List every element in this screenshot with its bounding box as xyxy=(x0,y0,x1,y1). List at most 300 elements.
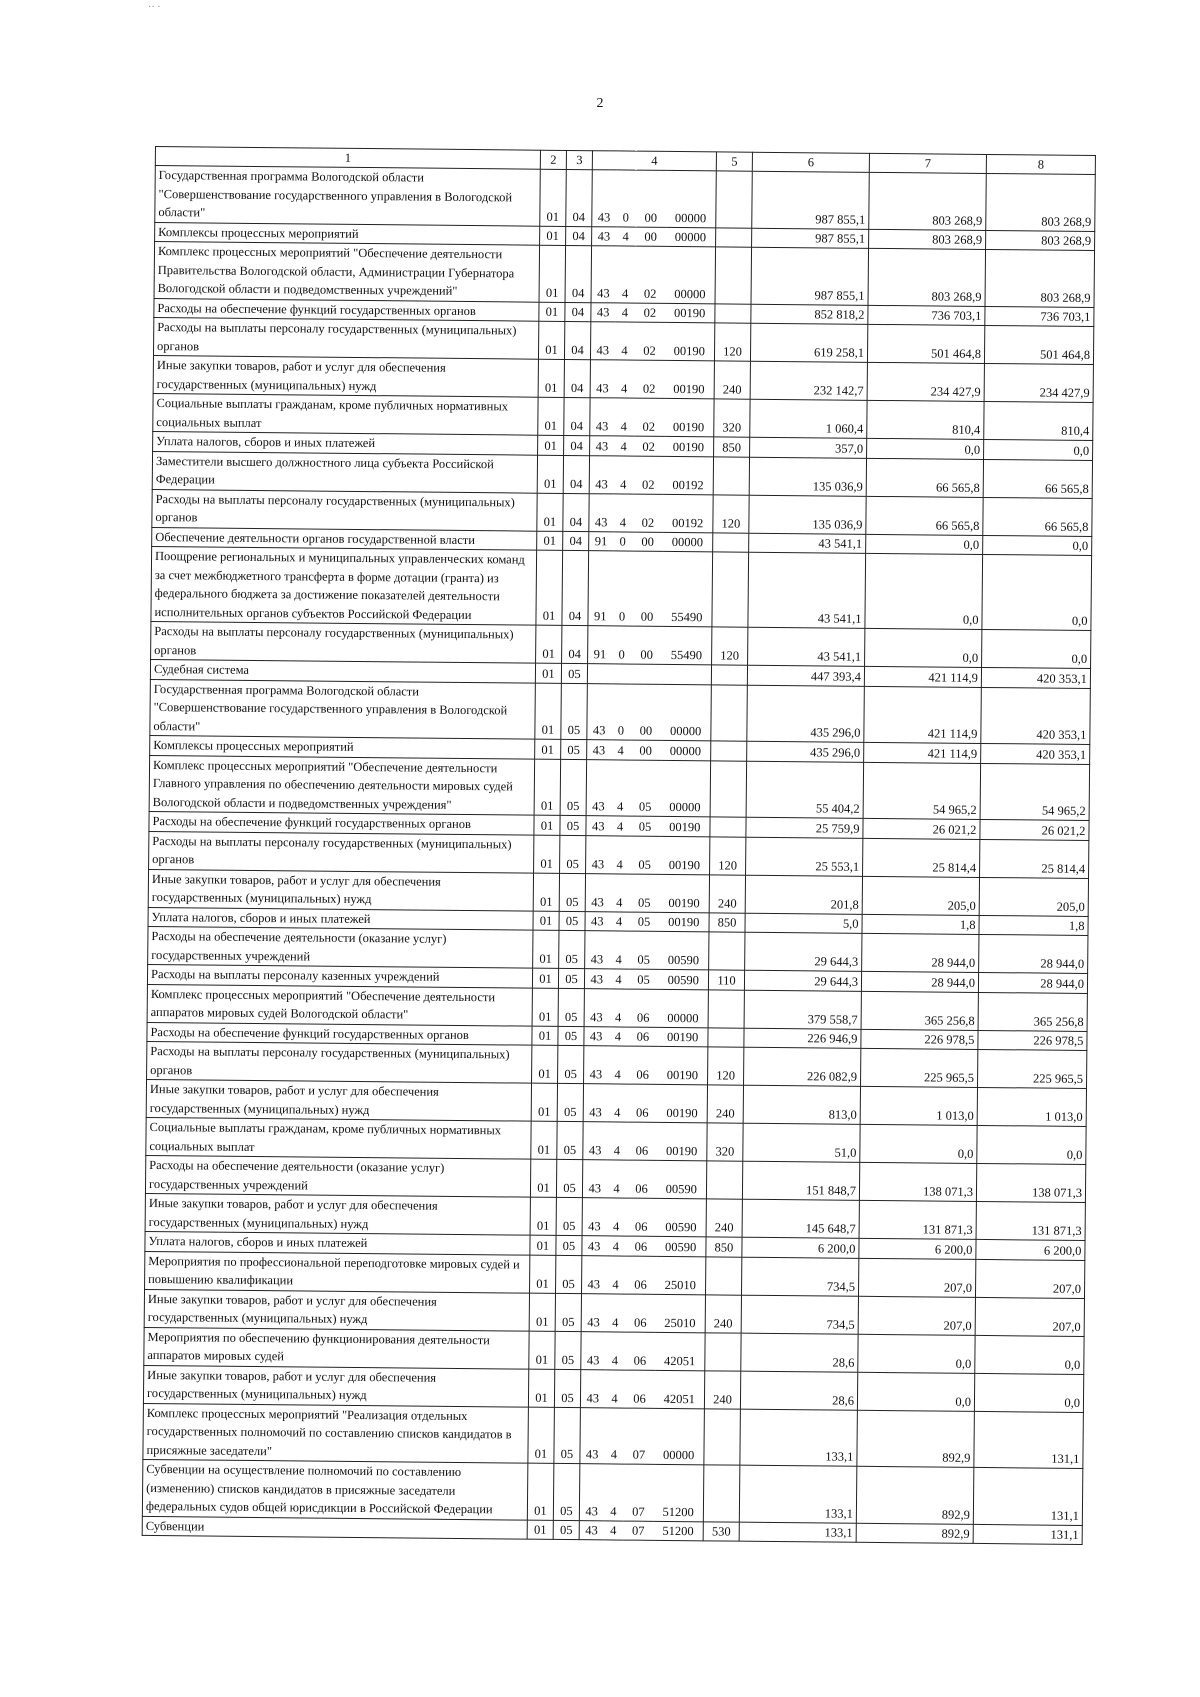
cell-c2: 01 xyxy=(534,815,560,835)
cell-d: 06 xyxy=(626,1256,656,1294)
cell-c3: 05 xyxy=(561,683,588,740)
cell-a: 43 xyxy=(586,835,610,873)
cell-c5 xyxy=(706,1256,742,1294)
cell-c5 xyxy=(713,456,749,494)
cell-a: 43 xyxy=(591,302,615,322)
cell-e: 00000 xyxy=(654,1408,705,1465)
cell-a xyxy=(587,664,611,684)
cell-a: 43 xyxy=(590,322,614,360)
cell-c6: 135 036,9 xyxy=(749,495,866,534)
cell-c5 xyxy=(708,1027,744,1047)
cell-c5: 240 xyxy=(704,1370,740,1408)
cell-c8: 28 944,0 xyxy=(978,972,1087,993)
cell-c7: 6 200,0 xyxy=(859,1238,976,1259)
cell-b: 4 xyxy=(614,322,634,360)
cell-c5: 120 xyxy=(710,836,746,874)
cell-e: 00000 xyxy=(661,684,712,741)
cell-c7: 28 944,0 xyxy=(862,933,979,972)
cell-a: 43 xyxy=(581,1293,605,1331)
cell-e: 00000 xyxy=(660,760,711,817)
cell-c2: 01 xyxy=(530,1159,556,1197)
budget-table-wrapper xyxy=(142,146,1095,1545)
cell-c8: 26 021,2 xyxy=(980,819,1089,840)
cell-name: Иные закупки товаров, работ и услуг для обеспечения государственных (муниципальных) нужд xyxy=(145,1193,530,1235)
cell-b: 4 xyxy=(608,969,628,989)
cell-name: Уплата налогов, сборов и иных платежей xyxy=(145,1231,530,1254)
cell-c5: 240 xyxy=(705,1294,741,1332)
cell-c3: 05 xyxy=(556,1159,582,1197)
cell-d: 05 xyxy=(630,816,660,836)
cell-name: Расходы на выплаты персоналу государственных (муниципальных) органов xyxy=(149,831,534,873)
cell-c3: 05 xyxy=(561,739,587,759)
cell-c6: 51,0 xyxy=(743,1123,860,1162)
cell-d: 07 xyxy=(623,1521,653,1541)
cell-c3: 05 xyxy=(559,873,585,911)
cell-e: 00000 xyxy=(666,227,716,247)
cell-name: Иные закупки товаров, работ и услуг для обеспечения государственных (муниципальных) нужд xyxy=(153,355,538,397)
cell-c5 xyxy=(706,1161,742,1199)
cell-c8: 138 071,3 xyxy=(976,1163,1085,1202)
cell-e: 00590 xyxy=(656,1160,706,1198)
cell-a: 43 xyxy=(583,1084,607,1122)
cell-c7: 421 114,9 xyxy=(864,666,981,687)
cell-name: Комплексы процессных мероприятий xyxy=(155,222,540,245)
cell-c6: 734,5 xyxy=(741,1295,858,1334)
cell-b: 4 xyxy=(608,988,628,1026)
cell-d: 00 xyxy=(631,740,661,760)
cell-d: 02 xyxy=(634,322,664,360)
cell-d: 07 xyxy=(624,1408,655,1465)
cell-c8: 131,1 xyxy=(974,1411,1084,1469)
cell-c5: 120 xyxy=(714,323,750,361)
cell-c5 xyxy=(716,227,752,247)
cell-c3: 05 xyxy=(558,968,584,988)
cell-c7: 0,0 xyxy=(860,1124,977,1163)
cell-c3: 05 xyxy=(560,815,586,835)
cell-c5: 240 xyxy=(707,1085,743,1123)
cell-c2: 01 xyxy=(537,493,563,531)
cell-c8: 131 871,3 xyxy=(976,1201,1085,1240)
cell-name: Расходы на выплаты персоналу казенных учреждений xyxy=(147,964,532,987)
cell-b: 4 xyxy=(604,1369,624,1407)
cell-e: 00190 xyxy=(660,816,710,836)
cell-d: 02 xyxy=(635,303,665,323)
cell-c7: 803 268,9 xyxy=(869,172,987,230)
cell-c6: 201,8 xyxy=(745,875,862,914)
cell-c6: 226 946,9 xyxy=(744,1028,861,1049)
cell-c8: 501 464,8 xyxy=(984,325,1093,364)
cell-c3: 05 xyxy=(553,1463,580,1520)
cell-d: 07 xyxy=(623,1464,654,1521)
cell-c5: 850 xyxy=(709,912,745,932)
cell-c2: 01 xyxy=(532,968,558,988)
cell-b: 4 xyxy=(606,1198,626,1236)
header-col-6: 6 xyxy=(752,152,869,172)
cell-c2: 01 xyxy=(535,683,562,740)
cell-c7: 1 013,0 xyxy=(860,1086,977,1125)
header-col-5: 5 xyxy=(716,152,752,171)
cell-a: 43 xyxy=(582,1255,606,1293)
cell-d: 06 xyxy=(626,1160,656,1198)
cell-d: 06 xyxy=(628,989,658,1027)
cell-c8: 0,0 xyxy=(975,1335,1084,1374)
cell-d: 05 xyxy=(628,969,658,989)
cell-c3: 05 xyxy=(559,930,585,968)
cell-c5 xyxy=(703,1465,740,1522)
cell-c3: 04 xyxy=(566,226,592,246)
cell-d: 00 xyxy=(632,626,662,664)
cell-b: 4 xyxy=(610,835,630,873)
cell-c3: 04 xyxy=(564,359,590,397)
cell-c8: 207,0 xyxy=(975,1297,1084,1336)
cell-e: 25010 xyxy=(656,1256,706,1294)
table-row xyxy=(150,679,1090,745)
cell-c3: 05 xyxy=(556,1197,582,1235)
cell-d: 06 xyxy=(626,1198,656,1236)
cell-e: 00192 xyxy=(663,456,713,494)
cell-b: 0 xyxy=(612,626,632,664)
cell-name: Расходы на выплаты персоналу государственных (муниципальных) органов xyxy=(153,317,538,359)
cell-c3: 04 xyxy=(562,550,589,625)
cell-c7: 131 871,3 xyxy=(859,1200,976,1239)
cell-c8: 25 814,4 xyxy=(980,839,1089,878)
cell-d: 00 xyxy=(632,551,663,626)
cell-a: 43 xyxy=(586,759,611,816)
cell-name: Заместители высшего должностного лица субъекта Российской Федерации xyxy=(152,451,537,493)
cell-a: 43 xyxy=(584,969,608,989)
cell-d: 02 xyxy=(635,246,666,303)
cell-e: 00190 xyxy=(657,1084,707,1122)
cell-c2: 01 xyxy=(538,359,564,397)
cell-c7: 421 114,9 xyxy=(864,742,981,763)
cell-c3: 05 xyxy=(556,1255,582,1293)
cell-name: Государственная программа Вологодской области "Совершенствование государственного управления в Вологодской области" xyxy=(150,679,536,739)
cell-b: 4 xyxy=(610,816,630,836)
cell-c5: 120 xyxy=(708,1047,744,1085)
cell-e: 00190 xyxy=(659,874,709,912)
cell-c3: 05 xyxy=(560,835,586,873)
cell-c2: 01 xyxy=(535,739,561,759)
cell-c6: 28,6 xyxy=(741,1333,858,1372)
cell-c3: 04 xyxy=(565,245,592,302)
cell-c8: 736 703,1 xyxy=(985,306,1094,327)
cell-c5: 850 xyxy=(714,437,750,457)
cell-c3: 04 xyxy=(562,625,588,663)
cell-c2: 01 xyxy=(540,169,567,226)
cell-name: Расходы на обеспечение деятельности (оказание услуг) государственных учреждений xyxy=(145,1155,530,1197)
cell-d: 02 xyxy=(633,456,663,494)
cell-c7: 803 268,9 xyxy=(868,248,986,306)
cell-c6: 29 644,3 xyxy=(744,970,861,991)
cell-d: 00 xyxy=(631,684,662,741)
cell-c6: 151 848,7 xyxy=(742,1161,859,1200)
cell-c3: 05 xyxy=(554,1369,580,1407)
cell-name: Комплекс процессных мероприятий "Обеспечение деятельности аппаратов мировых судей Вологодской области" xyxy=(147,984,532,1026)
cell-c3: 04 xyxy=(563,493,589,531)
cell-c7: 205,0 xyxy=(862,876,979,915)
cell-a: 43 xyxy=(580,1369,604,1407)
cell-c8: 0,0 xyxy=(982,629,1091,668)
cell-a: 43 xyxy=(591,246,616,303)
cell-name: Комплекс процессных мероприятий "Обеспечение деятельности Главного управления по обеспечению деятельности мировых судей Вологодской области и подведомственных учреждения" xyxy=(149,755,535,815)
cell-a: 43 xyxy=(585,873,609,911)
cell-e: 51200 xyxy=(653,1464,704,1521)
cell-c3: 04 xyxy=(564,397,590,435)
cell-c7: 892,9 xyxy=(856,1466,974,1524)
cell-c5 xyxy=(715,303,751,323)
cell-c8: 0,0 xyxy=(983,535,1092,556)
cell-c3: 05 xyxy=(561,663,587,683)
cell-e: 00190 xyxy=(658,1046,708,1084)
cell-c5: 320 xyxy=(714,399,750,437)
cell-c5 xyxy=(716,171,753,228)
cell-b: 4 xyxy=(609,873,629,911)
cell-b: 4 xyxy=(614,398,634,436)
cell-a: 43 xyxy=(585,911,609,931)
cell-d: 05 xyxy=(630,836,660,874)
cell-b: 4 xyxy=(611,740,631,760)
cell-c8: 803 268,9 xyxy=(986,230,1095,251)
cell-c8: 420 353,1 xyxy=(981,667,1090,688)
cell-name: Иные закупки товаров, работ и услуг для обеспечения государственных (муниципальных) нужд xyxy=(148,869,533,911)
cell-c6: 379 558,7 xyxy=(744,990,861,1029)
cell-b: 4 xyxy=(610,759,631,816)
cell-c7: 226 978,5 xyxy=(861,1029,978,1050)
cell-c6: 813,0 xyxy=(743,1085,860,1124)
cell-e: 51200 xyxy=(653,1521,703,1541)
cell-c5: 240 xyxy=(709,874,745,912)
cell-c7: 28 944,0 xyxy=(861,971,978,992)
header-col-4: 4 xyxy=(592,151,716,171)
cell-e: 00000 xyxy=(658,989,708,1027)
cell-e: 55490 xyxy=(662,626,712,664)
cell-c6: 226 082,9 xyxy=(744,1047,861,1086)
scan-mark: ·· · xyxy=(148,2,161,13)
cell-a: 43 xyxy=(586,816,610,836)
header-col-2: 2 xyxy=(540,150,566,169)
cell-a: 43 xyxy=(589,493,613,531)
cell-c3: 05 xyxy=(557,1083,583,1121)
cell-a: 91 xyxy=(589,531,613,551)
cell-c3: 05 xyxy=(558,1026,584,1046)
cell-c7: 66 565,8 xyxy=(866,496,983,535)
cell-name: Субвенции на осуществление полномочий по составлению (изменению) списков кандидатов в присяжные заседатели федеральных судов общей юрисдикции в Российской Федерации xyxy=(142,1459,528,1519)
cell-name: Иные закупки товаров, работ и услуг для обеспечения государственных (муниципальных) нужд xyxy=(146,1079,531,1121)
cell-c2: 01 xyxy=(538,321,564,359)
cell-e: 25010 xyxy=(655,1294,705,1332)
cell-c7: 0,0 xyxy=(867,438,984,459)
cell-c6: 1 060,4 xyxy=(750,399,867,438)
cell-a: 91 xyxy=(588,551,613,626)
cell-c3: 05 xyxy=(555,1293,581,1331)
cell-c5 xyxy=(711,665,747,685)
cell-c2: 01 xyxy=(537,531,563,551)
cell-c3: 05 xyxy=(554,1407,581,1464)
cell-c6: 987 855,1 xyxy=(752,228,869,249)
cell-c5: 240 xyxy=(706,1199,742,1237)
cell-e: 00190 xyxy=(657,1122,707,1160)
cell-c6: 435 296,0 xyxy=(747,685,865,743)
cell-a: 43 xyxy=(584,1046,608,1084)
cell-a: 43 xyxy=(592,226,616,246)
cell-name: Мероприятия по обеспечению функционирования деятельности аппаратов мировых судей xyxy=(144,1327,529,1369)
cell-a: 43 xyxy=(592,170,617,227)
cell-a: 43 xyxy=(582,1236,606,1256)
cell-c8: 365 256,8 xyxy=(978,992,1087,1031)
cell-c2: 01 xyxy=(527,1520,553,1540)
cell-c5 xyxy=(711,741,747,761)
cell-c7: 207,0 xyxy=(858,1258,975,1297)
cell-b: 4 xyxy=(605,1293,625,1331)
cell-c6: 29 644,3 xyxy=(745,932,862,971)
cell-c3: 04 xyxy=(564,435,590,455)
table-row xyxy=(142,1459,1082,1525)
cell-c7: 0,0 xyxy=(865,553,983,629)
cell-c2: 01 xyxy=(539,302,565,322)
cell-c6: 852 818,2 xyxy=(751,304,868,325)
cell-c7: 207,0 xyxy=(858,1296,975,1335)
cell-b: 4 xyxy=(615,302,635,322)
cell-c8: 803 268,9 xyxy=(986,173,1096,231)
cell-c2: 01 xyxy=(529,1293,555,1331)
cell-c2: 01 xyxy=(530,1235,556,1255)
cell-c5: 110 xyxy=(708,970,744,990)
cell-a: 43 xyxy=(580,1407,605,1464)
cell-b xyxy=(611,664,631,684)
cell-c5 xyxy=(715,247,752,304)
cell-c8: 54 965,2 xyxy=(980,763,1090,821)
cell-c3: 05 xyxy=(559,911,585,931)
cell-c2: 01 xyxy=(527,1463,554,1520)
cell-c7: 25 814,4 xyxy=(863,838,980,877)
cell-c6: 55 404,2 xyxy=(746,761,864,819)
table-row xyxy=(151,546,1092,630)
cell-c8: 28 944,0 xyxy=(979,934,1088,973)
cell-b: 4 xyxy=(614,360,634,398)
cell-e: 00192 xyxy=(663,494,713,532)
cell-c5 xyxy=(711,684,748,741)
cell-d: 05 xyxy=(629,874,659,912)
cell-c2: 01 xyxy=(532,1045,558,1083)
cell-c7: 501 464,8 xyxy=(867,324,984,363)
cell-d: 06 xyxy=(628,1027,658,1047)
cell-c2: 01 xyxy=(528,1407,555,1464)
cell-c3: 05 xyxy=(558,1045,584,1083)
cell-b: 4 xyxy=(615,246,636,303)
cell-c6: 145 648,7 xyxy=(742,1199,859,1238)
cell-c2: 01 xyxy=(534,759,561,816)
cell-e: 00000 xyxy=(666,170,717,227)
cell-name: Социальные выплаты гражданам, кроме публичных нормативных социальных выплат xyxy=(153,393,538,435)
cell-b: 4 xyxy=(605,1331,625,1369)
cell-d: 00 xyxy=(636,170,667,227)
cell-name: Обеспечение деятельности органов государственной власти xyxy=(152,527,537,550)
cell-c5 xyxy=(709,932,745,970)
cell-c2: 01 xyxy=(530,1197,556,1235)
cell-b: 4 xyxy=(613,493,633,531)
cell-c6: 435 296,0 xyxy=(747,741,864,762)
cell-name: Иные закупки товаров, работ и услуг для обеспечения государственных (муниципальных) нужд xyxy=(143,1365,528,1407)
cell-c5: 240 xyxy=(714,361,750,399)
cell-a: 43 xyxy=(581,1331,605,1369)
cell-name: Субвенции xyxy=(142,1516,527,1539)
cell-b: 4 xyxy=(608,1026,628,1046)
cell-c8: 66 565,8 xyxy=(983,497,1092,536)
cell-d: 06 xyxy=(624,1370,654,1408)
cell-e: 00190 xyxy=(664,436,714,456)
cell-c6: 43 541,1 xyxy=(748,552,866,628)
cell-e: 00190 xyxy=(664,322,714,360)
cell-c8: 6 200,0 xyxy=(976,1239,1085,1260)
cell-name: Мероприятия по профессиональной переподготовке мировых судей и повышению квалификации xyxy=(145,1251,530,1293)
cell-a: 43 xyxy=(590,360,614,398)
cell-c6: 25 759,9 xyxy=(746,817,863,838)
cell-c2: 01 xyxy=(539,245,566,302)
cell-name: Расходы на обеспечение деятельности (оказание услуг) государственных учреждений xyxy=(148,926,533,968)
cell-e: 00000 xyxy=(661,740,711,760)
cell-e: 00190 xyxy=(665,303,715,323)
cell-c8: 0,0 xyxy=(974,1373,1083,1412)
cell-d: 05 xyxy=(630,760,661,817)
cell-name: Судебная система xyxy=(150,659,535,682)
table-row xyxy=(149,755,1089,821)
cell-c7: 365 256,8 xyxy=(861,991,978,1030)
cell-e: 00590 xyxy=(656,1236,706,1256)
cell-c7: 892,9 xyxy=(857,1410,975,1468)
cell-c6: 447 393,4 xyxy=(747,665,864,686)
cell-name: Уплата налогов, сборов и иных платежей xyxy=(148,907,533,930)
cell-e: 00190 xyxy=(664,360,714,398)
cell-c7: 736 703,1 xyxy=(868,305,985,326)
cell-c5 xyxy=(704,1408,741,1465)
cell-d: 06 xyxy=(627,1084,657,1122)
cell-c7: 54 965,2 xyxy=(863,762,981,820)
cell-c8: 803 268,9 xyxy=(985,249,1095,307)
table-body xyxy=(142,166,1095,1545)
cell-c3: 04 xyxy=(565,302,591,322)
cell-c7: 810,4 xyxy=(867,400,984,439)
cell-c2: 01 xyxy=(531,1083,557,1121)
cell-d: 05 xyxy=(629,931,659,969)
cell-a: 43 xyxy=(587,740,611,760)
header-col-1: 1 xyxy=(155,147,540,170)
cell-b: 4 xyxy=(613,455,633,493)
cell-c6: 43 541,1 xyxy=(749,533,866,554)
cell-e: 00590 xyxy=(658,969,708,989)
cell-c7: 421 114,9 xyxy=(864,686,982,744)
cell-c6: 232 142,7 xyxy=(750,361,867,400)
cell-c2: 01 xyxy=(535,663,561,683)
cell-c8: 205,0 xyxy=(979,877,1088,916)
cell-c3: 04 xyxy=(566,169,593,226)
cell-d: 06 xyxy=(627,1122,657,1160)
cell-e: 00000 xyxy=(663,532,713,552)
cell-c2: 01 xyxy=(532,1026,558,1046)
cell-c3: 05 xyxy=(560,759,587,816)
cell-c8: 420 353,1 xyxy=(981,687,1091,745)
cell-c8: 225 965,5 xyxy=(978,1049,1087,1088)
cell-c8: 1,8 xyxy=(979,915,1088,936)
cell-c7: 0,0 xyxy=(866,534,983,555)
cell-c2: 01 xyxy=(538,397,564,435)
cell-c3: 05 xyxy=(555,1331,581,1369)
cell-c6: 357,0 xyxy=(750,437,867,458)
cell-b: 4 xyxy=(607,1084,627,1122)
cell-c5: 120 xyxy=(712,627,748,665)
cell-b: 4 xyxy=(607,1122,627,1160)
cell-c8: 0,0 xyxy=(984,439,1093,460)
cell-b: 4 xyxy=(609,931,629,969)
